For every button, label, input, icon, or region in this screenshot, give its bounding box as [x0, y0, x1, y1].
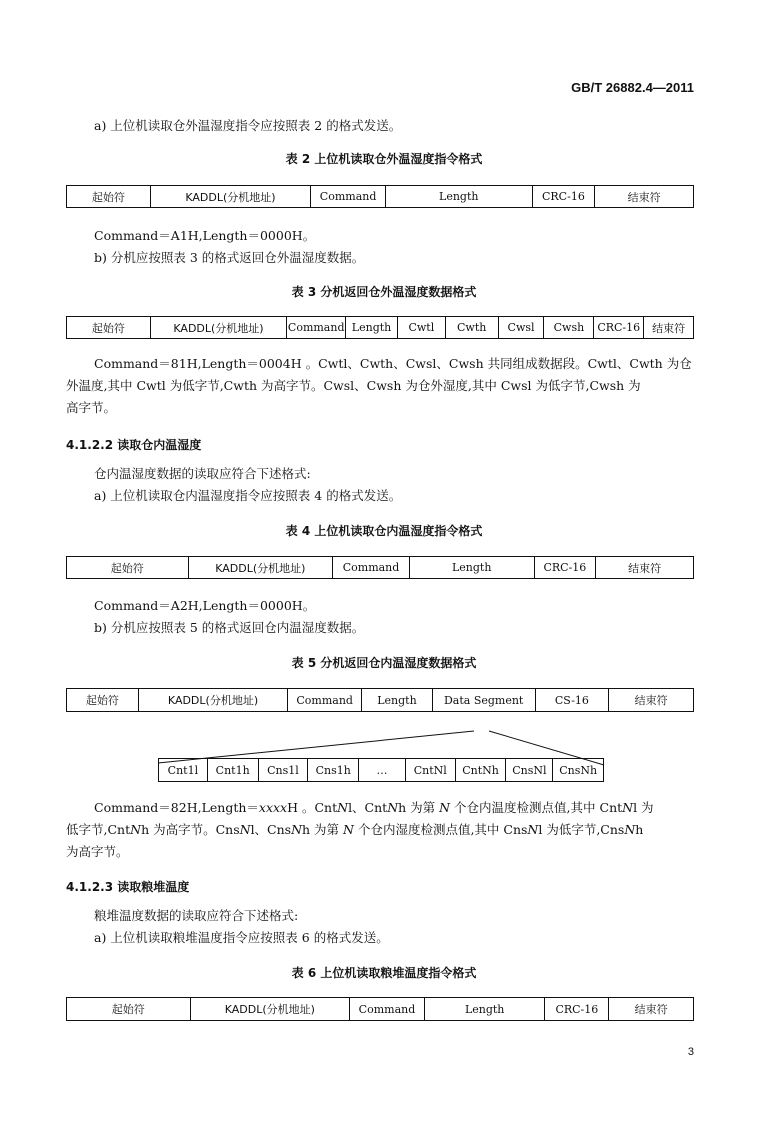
table-cell: 起始符	[67, 998, 191, 1020]
table-cell: Data Segment	[433, 689, 536, 711]
table-4-caption: 表 4 上位机读取仓内温湿度指令格式	[285, 524, 483, 538]
table-cell: Cwtl	[398, 317, 446, 338]
page-number: 3	[687, 1046, 694, 1058]
table-cell: KADDL(分机地址)	[151, 186, 311, 207]
table-cell: Cns1l	[259, 759, 309, 781]
table-cell: CS-16	[536, 689, 610, 711]
table-cell: KADDL(分机地址)	[189, 557, 334, 578]
table-cell: 起始符	[67, 689, 139, 711]
table-cell: 结束符	[628, 561, 662, 575]
data-segment-table	[158, 758, 604, 782]
table-cell: 起始符	[67, 186, 151, 207]
paragraph-2-line-2: 外温度,其中 Cwtl 为低字节,Cwth 为高字节。Cwsl、Cwsh 为仓外湿度,其中 Cwsl 为低字节,Cwsh 为	[66, 378, 641, 393]
table-cell: Command	[350, 998, 425, 1020]
table-cell: KADDL(分机地址)	[139, 689, 289, 711]
item-a-2: a) 上位机读取仓内温湿度指令应按照表 4 的格式发送。	[94, 488, 402, 503]
table-cell: Length	[362, 689, 433, 711]
paragraph-6: 粮堆温度数据的读取应符合下述格式:	[94, 908, 299, 923]
table-2-caption: 表 2 上位机读取仓外温湿度指令格式	[285, 152, 483, 166]
item-b-1: b) 分机应按照表 3 的格式返回仓外温湿度数据。	[94, 250, 365, 265]
table-cell: CnsNh	[559, 763, 598, 777]
table-cell: CntNh	[456, 759, 507, 781]
table-5-caption: 表 5 分机返回仓内温湿度数据格式	[291, 656, 477, 670]
table-cell: Cwsh	[544, 317, 594, 338]
table-cell: 起始符	[67, 557, 189, 578]
table-cell: KADDL(分机地址)	[151, 317, 288, 338]
table-cell: 结束符	[627, 190, 661, 204]
table-cell: Cns1h	[308, 759, 359, 781]
table-cell: CnsNl	[506, 759, 553, 781]
table-6	[66, 997, 694, 1021]
table-cell: …	[359, 759, 406, 781]
table-cell: Cwsl	[499, 317, 545, 338]
table-cell: 结束符	[634, 1003, 668, 1016]
paragraph-2-line-3: 高字节。	[66, 400, 117, 415]
paragraph-4: Command＝A2H,Length＝0000H。	[94, 598, 316, 613]
section-4-1-2-2: 4.1.2.2 读取仓内温湿度	[66, 438, 202, 452]
table-6-caption: 表 6 上位机读取粮堆温度指令格式	[291, 966, 477, 980]
table-cell: CRC-16	[535, 557, 597, 578]
paragraph-3: 仓内温湿度数据的读取应符合下述格式:	[94, 466, 311, 481]
table-cell: Length	[386, 186, 533, 207]
table-cell: Command	[311, 186, 386, 207]
item-b-2: b) 分机应按照表 5 的格式返回仓内温湿度数据。	[94, 620, 365, 635]
paragraph-5-line-2: 低字节,CntNh 为高字节。CnsNl、CnsNh 为第 N 个仓内湿度检测点值,其中 CnsNl 为低字节,CnsNh	[66, 822, 644, 837]
paragraph-1: Command＝A1H,Length＝0000H。	[94, 228, 316, 243]
table-cell: Command	[333, 557, 410, 578]
table-cell: CRC-16	[594, 317, 644, 338]
item-a-3: a) 上位机读取粮堆温度指令应按照表 6 的格式发送。	[94, 930, 389, 945]
table-cell: Cwth	[446, 317, 499, 338]
table-cell: Command	[288, 689, 362, 711]
section-4-1-2-3: 4.1.2.3 读取粮堆温度	[66, 880, 190, 894]
table-cell: Length	[425, 998, 546, 1020]
table-cell: Cnt1h	[208, 759, 259, 781]
table-cell: Length	[346, 317, 398, 338]
item-a-1: a) 上位机读取仓外温湿度指令应按照表 2 的格式发送。	[94, 118, 402, 133]
table-cell: Cnt1l	[159, 759, 208, 781]
paragraph-5-line-3: 为高字节。	[66, 844, 129, 859]
table-cell: 起始符	[67, 317, 151, 338]
table-cell: CRC-16	[533, 186, 596, 207]
table-3-caption: 表 3 分机返回仓外温湿度数据格式	[291, 285, 477, 299]
table-cell: 结束符	[634, 694, 668, 707]
table-cell: KADDL(分机地址)	[191, 998, 350, 1020]
table-cell: CntNl	[406, 759, 456, 781]
paragraph-2-line-1: Command＝81H,Length＝0004H 。Cwtl、Cwth、Cwsl、Cwsh 共同组成数据段。Cwtl、Cwth 为仓	[94, 356, 692, 371]
table-cell: Length	[410, 557, 535, 578]
table-cell: CRC-16	[545, 998, 609, 1020]
table-cell: Command	[287, 317, 346, 338]
table-cell: 结束符	[652, 321, 686, 335]
paragraph-5-line-1: Command＝82H,Length＝xxxxH 。CntNl、CntNh 为第 N 个仓内温度检测点值,其中 CntNl 为	[94, 800, 654, 815]
standard-header: GB/T 26882.4—2011	[571, 80, 694, 95]
